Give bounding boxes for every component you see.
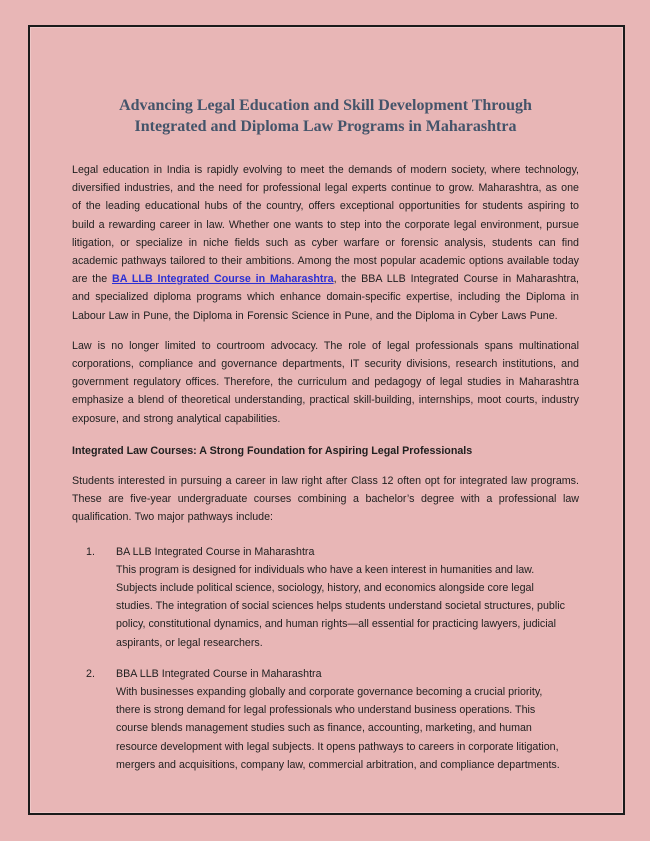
list-item-description: With businesses expanding globally and corporate governance becoming a crucial priority, there is strong demand for legal professionals who understand business operations. This course blends management studies such as finance, accounting, marketing, and human resource development with legal subjects. It opens pathways to careers in corporate litigation, mergers and acquisitions, company law, commercial arbitration, and compliance departments.: [116, 686, 560, 771]
ba-llb-course-link[interactable]: BA LLB Integrated Course in Maharashtra: [112, 273, 334, 286]
legal-roles-paragraph: Law is no longer limited to courtroom advocacy. The role of legal professionals spans multinational corporations, compliance and governance departments, IT security divisions, research institutions, and government regulatory offices. Therefore, the curriculum and pedagogy of legal studies in Maharashtra emphasize a blend of theoretical understanding, practical skill-building, internships, moot courts, industry exposure, and strong analytical capabilities.: [72, 339, 579, 425]
page-border-frame: [28, 25, 625, 815]
pathways-paragraph: Students interested in pursuing a career in law right after Class 12 often opt for integrated law programs. These are five-year undergraduate courses combining a bachelor’s degree with a professional law qualification. Two major pathways include:: [72, 475, 579, 524]
document-content: [30, 27, 623, 774]
list-item-title: BBA LLB Integrated Course in Maharashtra: [116, 667, 322, 680]
section-heading: Integrated Law Courses: A Strong Foundation for Aspiring Legal Professionals: [72, 444, 473, 457]
intro-text-after-link: , the BBA LLB Integrated Course in Maharashtra, and specialized diploma programs which enhance domain-specific expertise, including the Diploma in Labour Law in Pune, the Diploma in Forensic Science in Pune, and the Diploma in Cyber Laws Pune.: [72, 273, 579, 322]
list-item-description: This program is designed for individuals who have a keen interest in humanities and law. Subjects include political science, sociology, history, and economics alongside core legal studies. The integration of social sciences helps students understand societal structures, public policy, constitutional dynamics, and human rights—all essential for practicing lawyers, judicial aspirants, or legal researchers.: [116, 563, 565, 649]
list-item-bba-llb: [86, 665, 579, 774]
list-item-body: [116, 543, 579, 652]
intro-text-before-link: Legal education in India is rapidly evolving to meet the demands of modern society, where technology, diversified industries, and the need for professional legal experts continue to grow. Maharashtra, as one of the leading educational hubs of the country, offers exceptional opportunities for students aspiring to build a rewarding career in law. Whether one wants to step into the corporate legal environment, pursue litigation, or specialize in niche fields such as cyber warfare or forensic analysis, students can find academic pathways tailored to their ambitions. Among the most popular academic options available today are the: [72, 164, 579, 286]
list-item-number: 2.: [86, 667, 95, 680]
document-title: Advancing Legal Education and Skill Development Through Integrated and Diploma Law Programs in Maharashtra: [119, 97, 532, 135]
intro-paragraph: [72, 161, 579, 325]
list-item-ba-llb: [86, 543, 579, 652]
list-item-body: [116, 665, 579, 774]
course-list: [72, 543, 579, 774]
list-item-number: 1.: [86, 545, 95, 558]
list-item-title: BA LLB Integrated Course in Maharashtra: [116, 545, 315, 558]
